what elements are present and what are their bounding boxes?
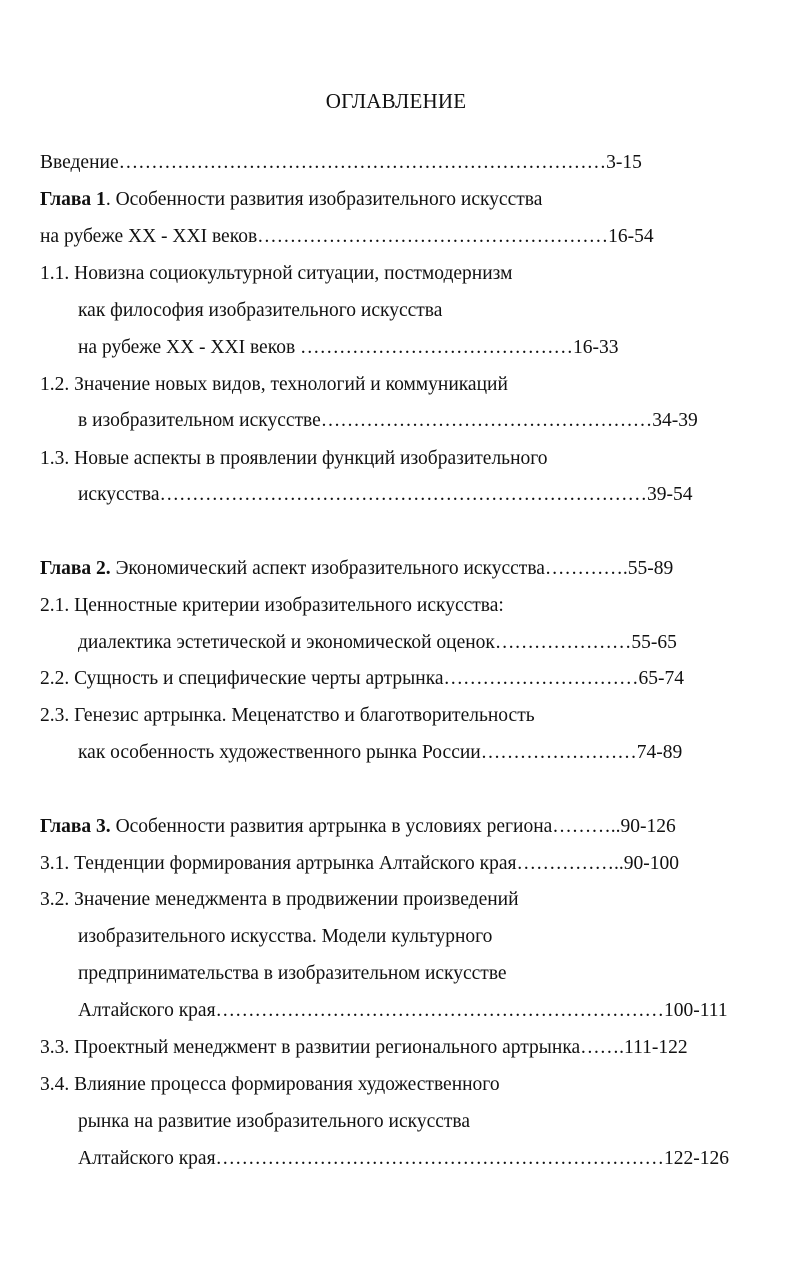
- toc-section-3-4-cont: рынка на развитие изобразительного искусства: [78, 1111, 471, 1132]
- toc-section-3-1: 3.1. Тенденции формирования артрынка Алтайского края……………..90-100: [40, 853, 679, 874]
- toc-section-3-3: 3.3. Проектный менеджмент в развитии регионального артрынка…….111-122: [40, 1037, 688, 1058]
- toc-chapter-3-heading: Глава 3. Особенности развития артрынка в условиях региона………..90-126: [40, 816, 676, 837]
- toc-section-1-2: 1.2. Значение новых видов, технологий и коммуникаций: [40, 374, 508, 395]
- toc-section-3-4-cont: Алтайского края……………………………………………………………122-126: [78, 1148, 730, 1169]
- toc-section-1-1-cont: как философия изобразительного искусства: [78, 300, 443, 321]
- toc-section-3-2-cont: предпринимательства в изобразительном искусстве: [78, 963, 507, 984]
- toc-chapter-1-heading: Глава 1. Особенности развития изобразительного искусства: [40, 189, 543, 210]
- toc-section-1-1-cont: на рубеже XX - XXI веков ……………………………………16-33: [78, 337, 619, 358]
- page-title: ОГЛАВЛЕНИЕ: [325, 89, 467, 113]
- toc-section-1-3-cont: искусства…………………………………………………………………39-54: [78, 484, 693, 505]
- toc-section-2-1: 2.1. Ценностные критерии изобразительного искусства:: [40, 595, 504, 616]
- toc-section-1-3: 1.3. Новые аспекты в проявлении функций изобразительного: [40, 448, 548, 469]
- toc-section-3-4: 3.4. Влияние процесса формирования художественного: [40, 1074, 500, 1095]
- toc-section-2-3: 2.3. Генезис артрынка. Меценатство и благотворительность: [40, 705, 535, 726]
- toc-section-2-1-cont: диалектика эстетической и экономической оценок…………………55-65: [78, 632, 677, 653]
- toc-section-1-1: 1.1. Новизна социокультурной ситуации, постмодернизм: [40, 263, 513, 284]
- toc-section-2-2: 2.2. Сущность и специфические черты артрынка…………………………65-74: [40, 668, 685, 689]
- toc-section-3-2: 3.2. Значение менеджмента в продвижении произведений: [40, 889, 519, 910]
- toc-chapter-2-heading: Глава 2. Экономический аспект изобразительного искусства………….55-89: [40, 558, 674, 579]
- toc-entry-introduction: Введение…………………………………………………………………3-15: [40, 152, 642, 173]
- toc-section-2-3-cont: как особенность художественного рынка России……………………74-89: [78, 742, 683, 763]
- toc-section-1-2-cont: в изобразительном искусстве……………………………………………34-39: [78, 410, 698, 431]
- toc-chapter-1-line: на рубеже XX - XXI веков………………………………………………16-54: [40, 226, 654, 247]
- toc-section-3-2-cont: изобразительного искусства. Модели культурного: [78, 926, 493, 947]
- toc-section-3-2-cont: Алтайского края……………………………………………………………100-111: [78, 1000, 728, 1021]
